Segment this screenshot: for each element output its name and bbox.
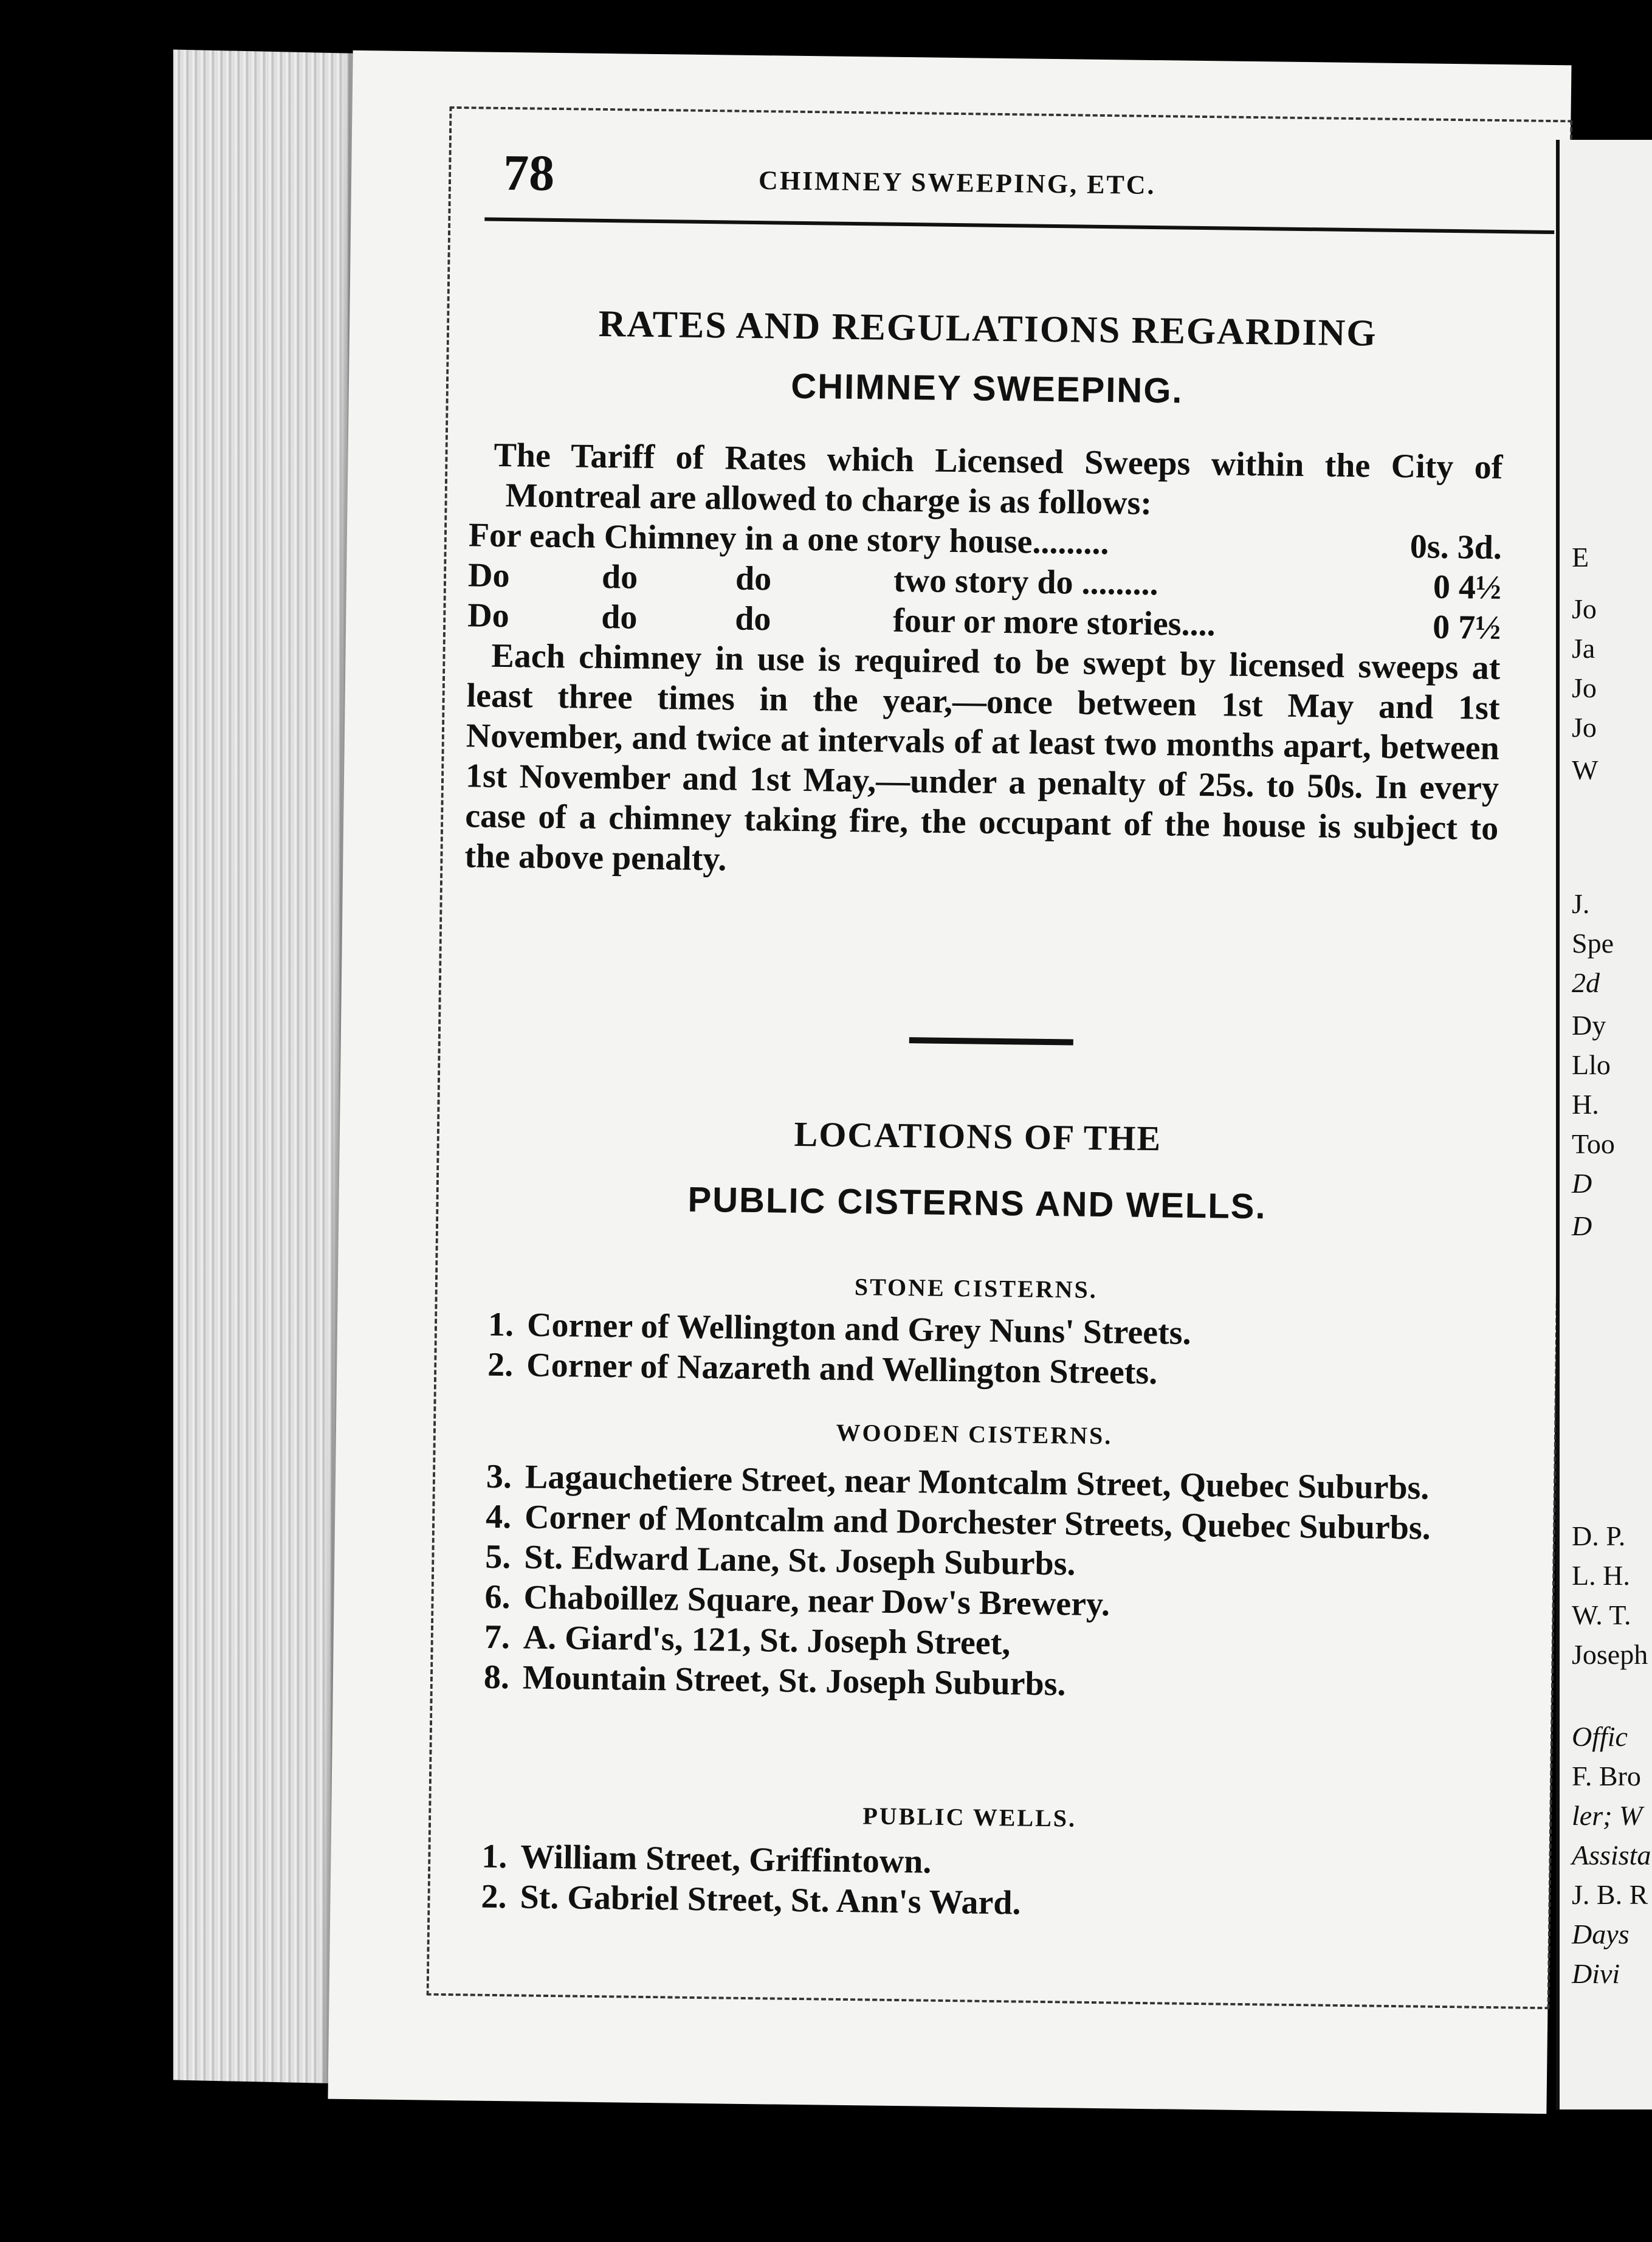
rate-label: do	[735, 559, 772, 598]
fragment-text: F. Bro	[1572, 1761, 1641, 1792]
page-header	[484, 143, 1555, 235]
item-text: Lagauchetiere Street, near Montcalm Street, Quebec Suburbs.	[525, 1458, 1430, 1507]
item-number: 6.	[484, 1578, 511, 1616]
item-number: 4.	[485, 1497, 512, 1536]
fragment-text: W	[1572, 754, 1599, 785]
fragment-text: Too	[1572, 1128, 1615, 1159]
fragment-text: Dy	[1572, 1010, 1606, 1041]
regulation-paragraph: Each chimney in use is required to be swept by licensed sweeps at least three times in the year,—once between 1st May and 1st November, and twice at intervals of at least two months apart, between 1st November and 1st May,—under a penalty of 25s. to 50s. In every case of a chimney taking fire, the occupant of the house is subject to the above penalty.	[464, 636, 1501, 878]
fragment-text: Assista	[1572, 1840, 1651, 1871]
fragment-text: Jo	[1572, 712, 1597, 743]
rate-label: do	[601, 598, 638, 636]
page-number: 78	[503, 144, 555, 202]
fragment-text: D	[1572, 1168, 1592, 1199]
wooden-cisterns-heading: WOODEN CISTERNS.	[836, 1418, 1113, 1450]
item-number: 3.	[486, 1457, 512, 1496]
stone-cisterns-heading: STONE CISTERNS.	[854, 1273, 1098, 1303]
fragment-text: ler; W	[1572, 1800, 1643, 1831]
running-head: CHIMNEY SWEEPING, ETC.	[758, 165, 1156, 201]
item-text: A. Giard's, 121, St. Joseph Street,	[523, 1618, 1011, 1663]
item-number: 5.	[485, 1537, 511, 1576]
public-wells-list	[452, 1836, 1522, 1929]
item-number: 1.	[481, 1837, 508, 1876]
item-number: 2.	[487, 1345, 514, 1384]
fragment-text: Divi	[1572, 1958, 1620, 1989]
fragment-text: Days	[1572, 1919, 1630, 1950]
fragment-text: Jo	[1572, 593, 1597, 624]
stone-cisterns-list	[458, 1304, 1529, 1397]
fragment-text: Llo	[1572, 1049, 1611, 1080]
item-text: Mountain Street, St. Joseph Suburbs.	[522, 1658, 1066, 1703]
item-text: Corner of Wellington and Grey Nuns' Streets.	[526, 1306, 1191, 1352]
item-text: Corner of Nazareth and Wellington Streets.	[526, 1346, 1158, 1392]
fragment-text: J.	[1572, 888, 1590, 919]
rates-section	[464, 435, 1503, 889]
section-subtitle: CHIMNEY SWEEPING.	[790, 366, 1183, 411]
rate-amount: 0 7½	[1432, 608, 1501, 647]
public-wells-heading: PUBLIC WELLS.	[862, 1802, 1077, 1832]
rate-label: four or more stories....	[892, 601, 1216, 644]
intro-paragraph: The Tariff of Rates which Licensed Sweeps within the City of Montreal are allowed to charge is as follows:	[494, 436, 1503, 522]
rate-label: do	[601, 557, 638, 596]
item-text: Chaboillez Square, near Dow's Brewery.	[523, 1578, 1110, 1624]
fragment-text: J. B. R	[1572, 1879, 1648, 1910]
fragment-text: D	[1572, 1210, 1592, 1241]
item-text: St. Gabriel Street, St. Ann's Ward.	[520, 1878, 1021, 1922]
book-page	[328, 50, 1571, 2114]
section-title: RATES AND REGULATIONS REGARDING	[598, 303, 1377, 354]
fragment-text: Ja	[1572, 633, 1595, 664]
locations-subtitle: PUBLIC CISTERNS AND WELLS.	[687, 1179, 1267, 1227]
item-number: 2.	[481, 1877, 507, 1916]
item-text: St. Edward Lane, St. Joseph Suburbs.	[524, 1538, 1076, 1583]
fragment-text: 2d	[1572, 967, 1600, 998]
fragment-text: H.	[1572, 1089, 1599, 1120]
item-number: 8.	[483, 1658, 510, 1697]
rate-label: Do	[467, 596, 510, 635]
rate-label: do	[734, 599, 771, 638]
facing-page-fragment	[1556, 140, 1652, 2109]
item-number: 7.	[484, 1618, 511, 1657]
rate-label: For each Chimney in a one story house.........	[468, 516, 1109, 562]
item-text: William Street, Griffintown.	[520, 1838, 932, 1881]
fragment-text: Offic	[1572, 1721, 1628, 1752]
locations-title: LOCATIONS OF THE	[794, 1114, 1162, 1159]
rate-amount: 0s. 3d.	[1409, 528, 1502, 567]
fragment-text: Spe	[1572, 928, 1614, 959]
fragment-text: W. T.	[1572, 1599, 1631, 1630]
wooden-cisterns-list	[455, 1456, 1527, 1709]
fragment-text: D. P.	[1572, 1520, 1626, 1551]
rate-label: two story do .........	[893, 561, 1158, 603]
fragment-text: E	[1572, 542, 1589, 573]
rate-table	[467, 515, 1502, 648]
item-number: 1.	[487, 1305, 514, 1344]
rate-label: Do	[467, 556, 510, 595]
fragment-text: L. H.	[1572, 1560, 1630, 1591]
fragment-text: Jo	[1572, 672, 1597, 703]
fragment-text: Joseph	[1572, 1639, 1648, 1670]
item-text: Corner of Montcalm and Dorchester Streets, Quebec Suburbs.	[524, 1498, 1431, 1547]
rate-amount: 0 4½	[1433, 568, 1502, 607]
